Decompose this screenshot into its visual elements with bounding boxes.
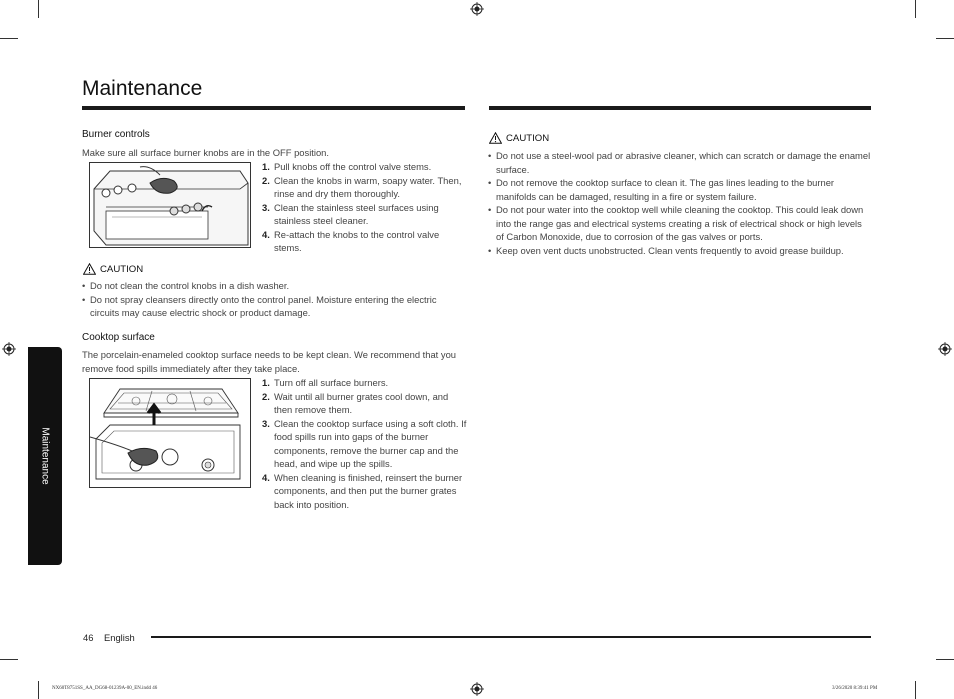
list-item: • Do not pour water into the cooktop well while cleaning the cooktop. This could leak down into the range gas and electrical systems creating a risk of electrical shock or high levels of Carbon Monoxide, due to corrosion of the gas valves or ports. [488,203,872,244]
list-item: • Do not remove the cooktop surface to clean it. The gas lines leading to the burner manifolds can be damaged, resulting in a fire or system failure. [488,176,872,203]
side-tab-label: Maintenance [39,427,51,485]
list-item: • Do not use a steel-wool pad or abrasive cleaner, which can scratch or damage the enamel surface. [488,149,872,176]
cooktop-steps-list [262,376,467,511]
registration-mark-icon [470,2,484,16]
registration-mark-icon [2,342,16,356]
crop-mark [38,0,39,18]
list-item: 2. Clean the knobs in warm, soapy water. Then, rinse and dry them thoroughly. [262,174,462,199]
page-number: 46 [83,632,94,643]
title-rule-right [489,106,871,110]
right-caution-header [489,132,549,144]
crop-mark [0,659,18,660]
right-caution-list [488,149,872,257]
list-item: 1. Pull knobs off the control valve stems. [262,161,432,172]
list-item: 4. When cleaning is finished, reinsert the burner components, and then put the burner grates back into position. [262,471,463,510]
list-item: 3. Clean the stainless steel surfaces using stainless steel cleaner. [262,201,439,226]
crop-mark [38,681,39,699]
crop-mark [915,681,916,699]
list-item: 2. Wait until all burner grates cool down, and then remove them. [262,390,449,415]
burner-controls-heading: Burner controls [82,129,150,140]
list-item: • Do not spray cleansers directly onto the control panel. Moisture entering the electric circuits may cause electric shock or product damage. [82,293,467,320]
footer-language: English [104,632,135,643]
list-item: 3. Clean the cooktop surface using a soft cloth. If food spills run into gaps of the burner components, remove the burner cap and the head, and wipe up the spills. [262,417,467,469]
footer-rule [151,636,871,638]
print-slug-right: 3/26/2020 8:39:41 PM [832,686,878,691]
cooktop-surface-heading: Cooktop surface [82,332,155,343]
caution-label: CAUTION [506,132,550,144]
knob-cleaning-illustration [89,162,251,248]
print-slug-left: NX60T8751SS_AA_DG68-01239A-00_EN.indd 46 [52,686,158,691]
caution-label: CAUTION [100,263,144,275]
list-item: • Keep oven vent ducts unobstructed. Clean vents frequently to avoid grease buildup. [488,244,872,258]
crop-mark [915,0,916,18]
list-item: • Do not clean the control knobs in a dish washer. [82,279,467,293]
crop-mark [936,659,954,660]
title-rule-left [82,106,465,110]
section-side-tab[interactable] [28,347,62,565]
burner-caution-list [82,279,467,320]
registration-mark-icon [470,682,484,696]
burner-steps-list [262,160,467,255]
registration-mark-icon [938,342,952,356]
page-title: Maintenance [82,77,203,100]
warning-triangle-icon [489,132,502,144]
crop-mark [0,38,18,39]
cooktop-cleaning-illustration [89,378,251,488]
list-item: 4. Re-attach the knobs to the control valve stems. [262,228,440,253]
warning-triangle-icon [83,263,96,275]
list-item: 1. Turn off all surface burners. [262,377,389,388]
crop-mark [936,38,954,39]
cooktop-surface-intro: The porcelain-enameled cooktop surface needs to be kept clean. We recommend that you remove food spills immediately after they take place. [82,349,457,374]
burner-controls-intro: Make sure all surface burner knobs are in the OFF position. [82,147,329,158]
burner-caution-header [83,263,143,275]
